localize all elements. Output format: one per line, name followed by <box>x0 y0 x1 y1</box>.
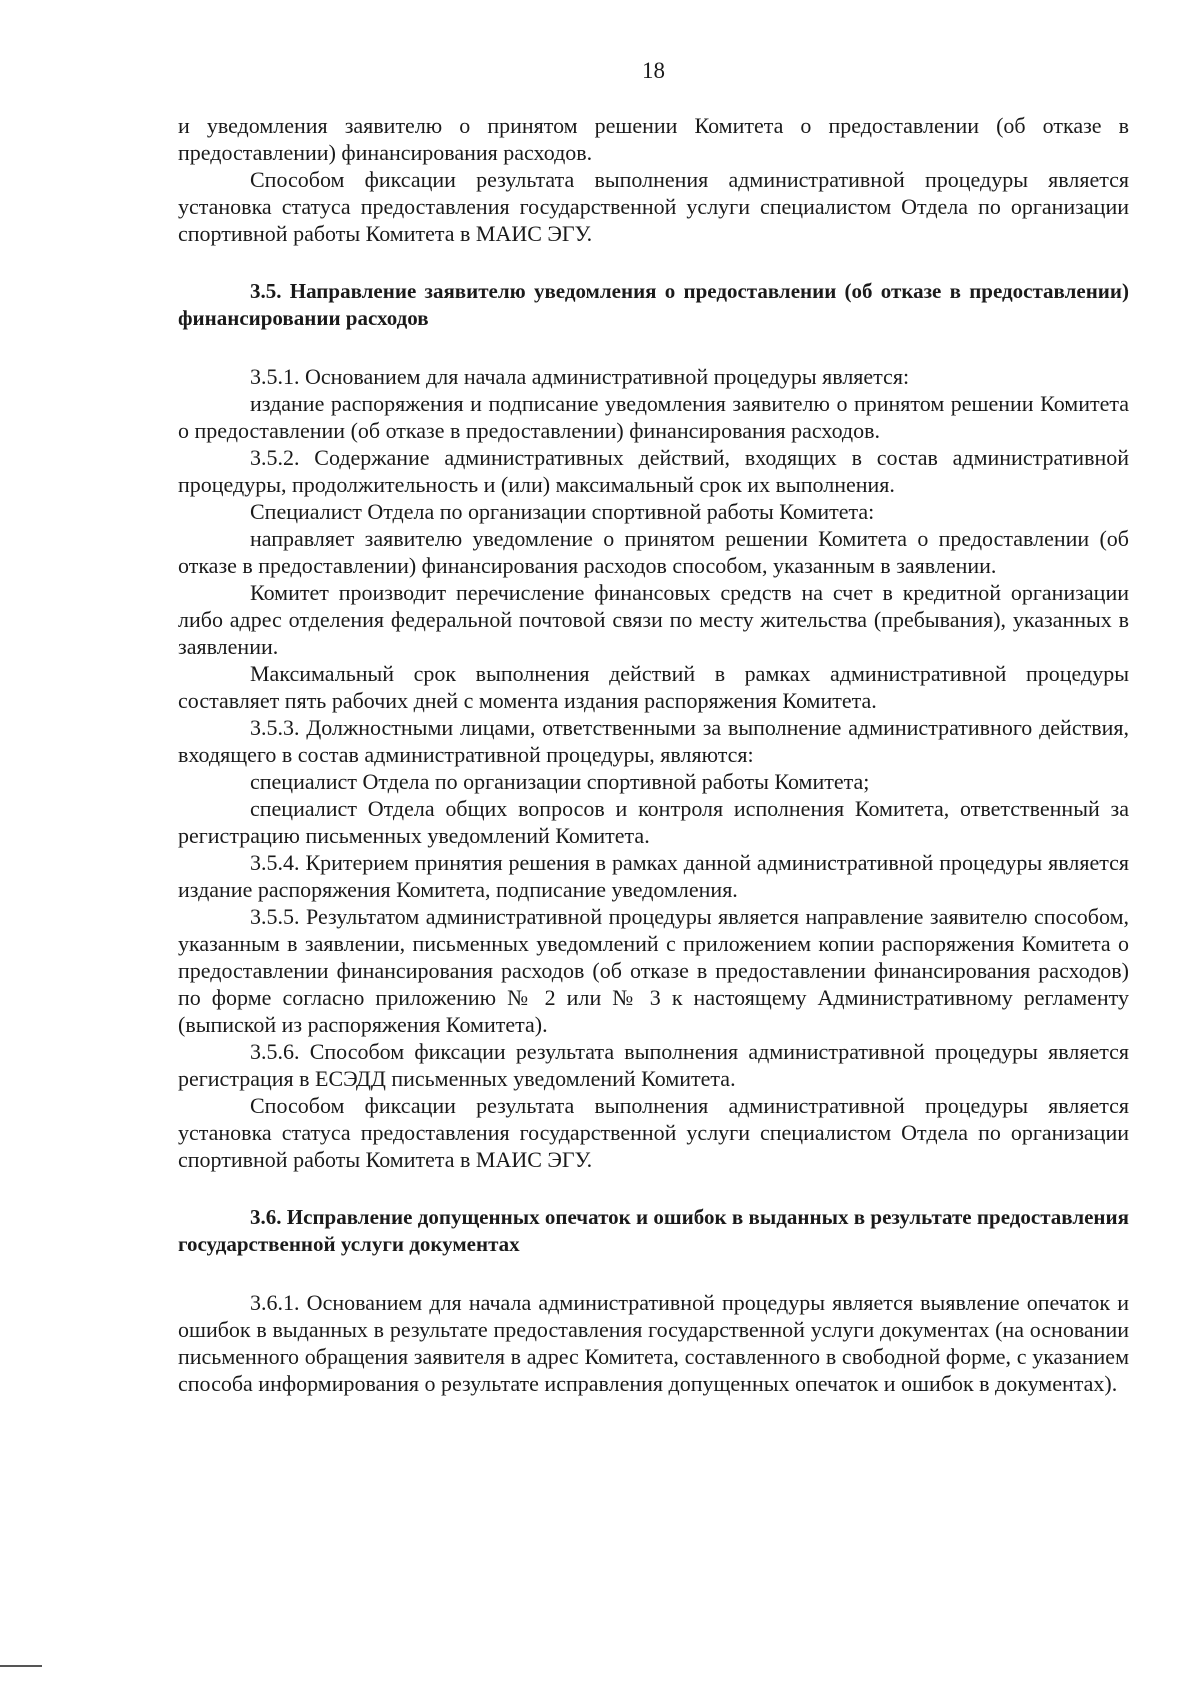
paragraph: Способом фиксации результата выполнения административной процедуры является установка статуса предоставления государственной услуги специалистом Отдела по организации спортивной работы Комитета в МАИС ЭГУ. <box>178 167 1129 246</box>
paragraph: 3.5.6. Способом фиксации результата выполнения административной процедуры является регистрация в ЕСЭДД письменных уведомлений Комитета. <box>178 1039 1129 1091</box>
paragraph: Способом фиксации результата выполнения административной процедуры является установка статуса предоставления государственной услуги специалистом Отдела по организации спортивной работы Комитета в МАИС ЭГУ. <box>178 1093 1129 1172</box>
paragraph: 3.5.1. Основанием для начала административной процедуры является: <box>250 364 910 389</box>
paragraph: 3.5.5. Результатом административной процедуры является направление заявителю способом, указанным в заявлении, письменных уведомлений с приложением копии распоряжения Комитета о предоставлении финансирования расходов (об отказе в предоставлении финансирования расходов) по форме согласно приложению № 2 или № 3 к настоящему Административному регламенту (выпиской из распоряжения Комитета). <box>178 904 1129 1037</box>
paragraph: 3.5.2. Содержание административных действий, входящих в состав административной процедуры, продолжительность и (или) максимальный срок их выполнения. <box>178 445 1129 497</box>
paragraph: направляет заявителю уведомление о принятом решении Комитета о предоставлении (об отказе в предоставлении) финансирования расходов способом, указанным в заявлении. <box>178 526 1129 578</box>
paragraph: 3.5.3. Должностными лицами, ответственными за выполнение административного действия, входящего в состав административной процедуры, являются: <box>178 715 1129 767</box>
paragraph: и уведомления заявителю о принятом решении Комитета о предоставлении (об отказе в предоставлении) финансирования расходов. <box>178 113 1129 165</box>
scan-edge-mark <box>0 1665 42 1667</box>
paragraph: Комитет производит перечисление финансовых средств на счет в кредитной организации либо адрес отделения федеральной почтовой связи по месту жительства (пребывания), указанных в заявлении. <box>178 580 1129 659</box>
document-page <box>178 0 1129 1695</box>
paragraph: Максимальный срок выполнения действий в рамках административной процедуры составляет пять рабочих дней с момента издания распоряжения Комитета. <box>178 661 1129 713</box>
paragraph: Специалист Отдела по организации спортивной работы Комитета: <box>250 499 875 524</box>
section-heading-3-5: 3.5. Направление заявителю уведомления о предоставлении (об отказе в предоставлении) финансировании расходов <box>178 279 1129 330</box>
paragraph: специалист Отдела по организации спортивной работы Комитета; <box>250 769 870 794</box>
paragraph: 3.6.1. Основанием для начала административной процедуры является выявление опечаток и ошибок в выданных в результате предоставления государственной услуги документах (на основании письменного обращения заявителя в адрес Комитета, составленного в свободной форме, с указанием способа информирования о результате исправления допущенных опечаток и ошибок в документах). <box>178 1290 1129 1396</box>
paragraph: специалист Отдела общих вопросов и контроля исполнения Комитета, ответственный за регистрацию письменных уведомлений Комитета. <box>178 796 1129 848</box>
document-body <box>178 112 1129 1397</box>
section-heading-3-6: 3.6. Исправление допущенных опечаток и ошибок в выданных в результате предоставления государственной услуги документах <box>178 1205 1129 1256</box>
paragraph: 3.5.4. Критерием принятия решения в рамках данной административной процедуры является издание распоряжения Комитета, подписание уведомления. <box>178 850 1129 902</box>
page-number: 18 <box>642 58 665 83</box>
paragraph: издание распоряжения и подписание уведомления заявителю о принятом решении Комитета о предоставлении (об отказе в предоставлении) финансирования расходов. <box>178 391 1129 443</box>
